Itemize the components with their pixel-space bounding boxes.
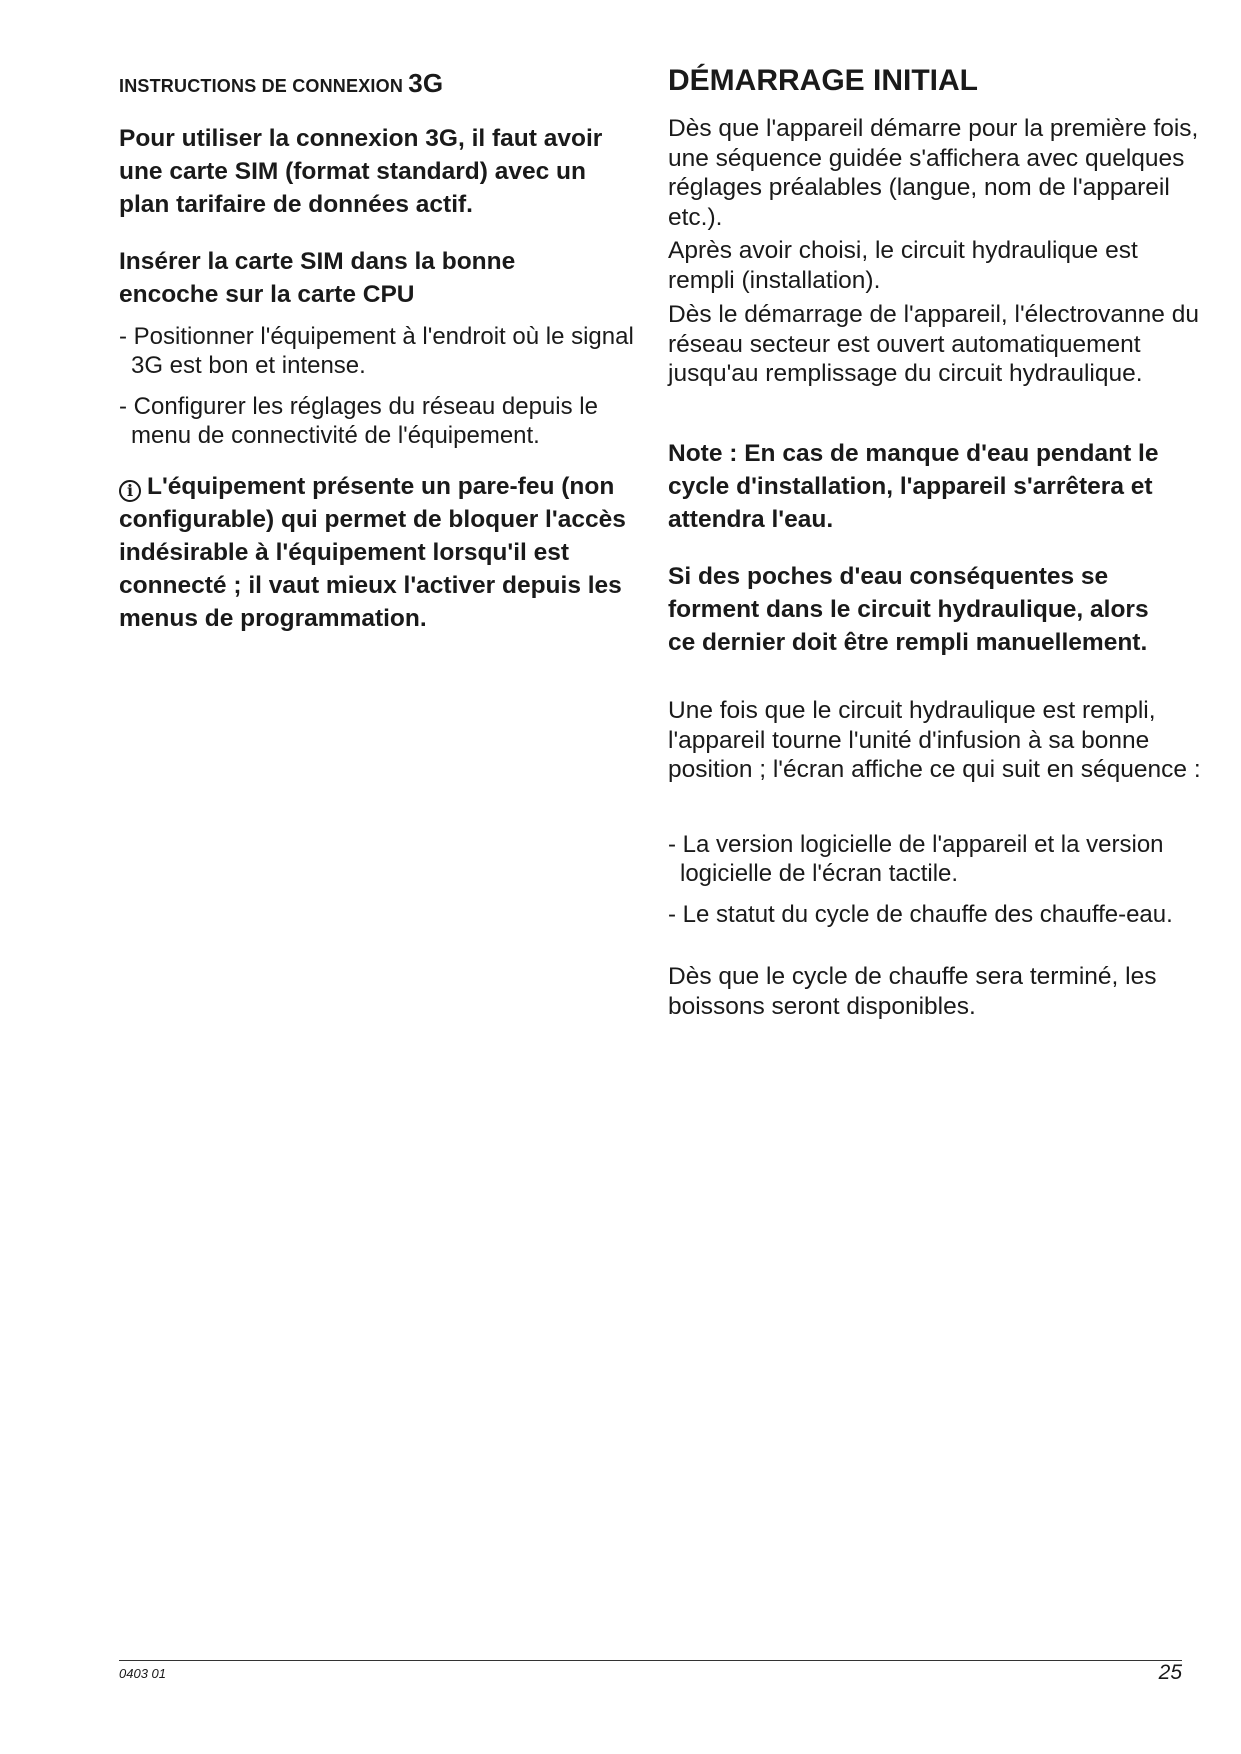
startup-heading: DÉMARRAGE INITIAL	[668, 64, 978, 97]
connection-heading-prefix: INSTRUCTIONS DE CONNEXION	[119, 76, 409, 96]
startup-water-pockets: Si des poches d'eau conséquentes se forment dans le circuit hydraulique, alors ce dernier doit être rempli manuellement.	[668, 563, 1149, 656]
startup-first-boot: Dès que l'appareil démarre pour la première fois, une séquence guidée s'affichera avec quelques réglages préalables (langue, nom de l'appareil etc.).	[668, 115, 1199, 231]
startup-solenoid: Dès le démarrage de l'appareil, l'électrovanne du réseau secteur est ouvert automatiquement jusqu'au remplissage du circuit hydraulique.	[668, 301, 1199, 387]
startup-note: Note : En cas de manque d'eau pendant le cycle d'installation, l'appareil s'arrêtera et attendra l'eau.	[668, 440, 1159, 533]
info-icon: i	[119, 480, 141, 502]
sim-requirement: Pour utiliser la connexion 3G, il faut avoir une carte SIM (format standard) avec un plan tarifaire de données actif.	[119, 125, 603, 218]
page-number: 25	[1158, 1661, 1182, 1684]
footer-divider	[119, 1660, 1182, 1661]
startup-after-choice: Après avoir choisi, le circuit hydraulique est rempli (installation).	[668, 237, 1138, 294]
firewall-info-text: L'équipement présente un pare-feu (non configurable) qui permet de bloquer l'accès indésirable à l'équipement lorsqu'il est connecté ; il vaut mieux l'activer depuis les menus de programmation.	[119, 473, 626, 632]
firewall-info	[119, 470, 639, 635]
bullet-configure-network: - Configurer les réglages du réseau depuis le menu de connectivité de l'équipement.	[119, 393, 598, 449]
startup-drinks-available: Dès que le cycle de chauffe sera terminé, les boissons seront disponibles.	[668, 963, 1157, 1020]
document-code: 0403 01	[119, 1666, 166, 1681]
bullet-position-equipment: - Positionner l'équipement à l'endroit où le signal 3G est bon et intense.	[119, 323, 634, 379]
connection-heading	[119, 68, 443, 99]
startup-infusion-position: Une fois que le circuit hydraulique est rempli, l'appareil tourne l'unité d'infusion à sa bonne position ; l'écran affiche ce qui suit en séquence :	[668, 697, 1201, 783]
connection-heading-3g: 3G	[408, 68, 444, 98]
bullet-software-version: - La version logicielle de l'appareil et la version logicielle de l'écran tactile.	[668, 831, 1164, 887]
bullet-heating-status: - Le statut du cycle de chauffe des chauffe-eau.	[668, 901, 1173, 928]
sim-insert-instruction: Insérer la carte SIM dans la bonne encoche sur la carte CPU	[119, 248, 516, 308]
